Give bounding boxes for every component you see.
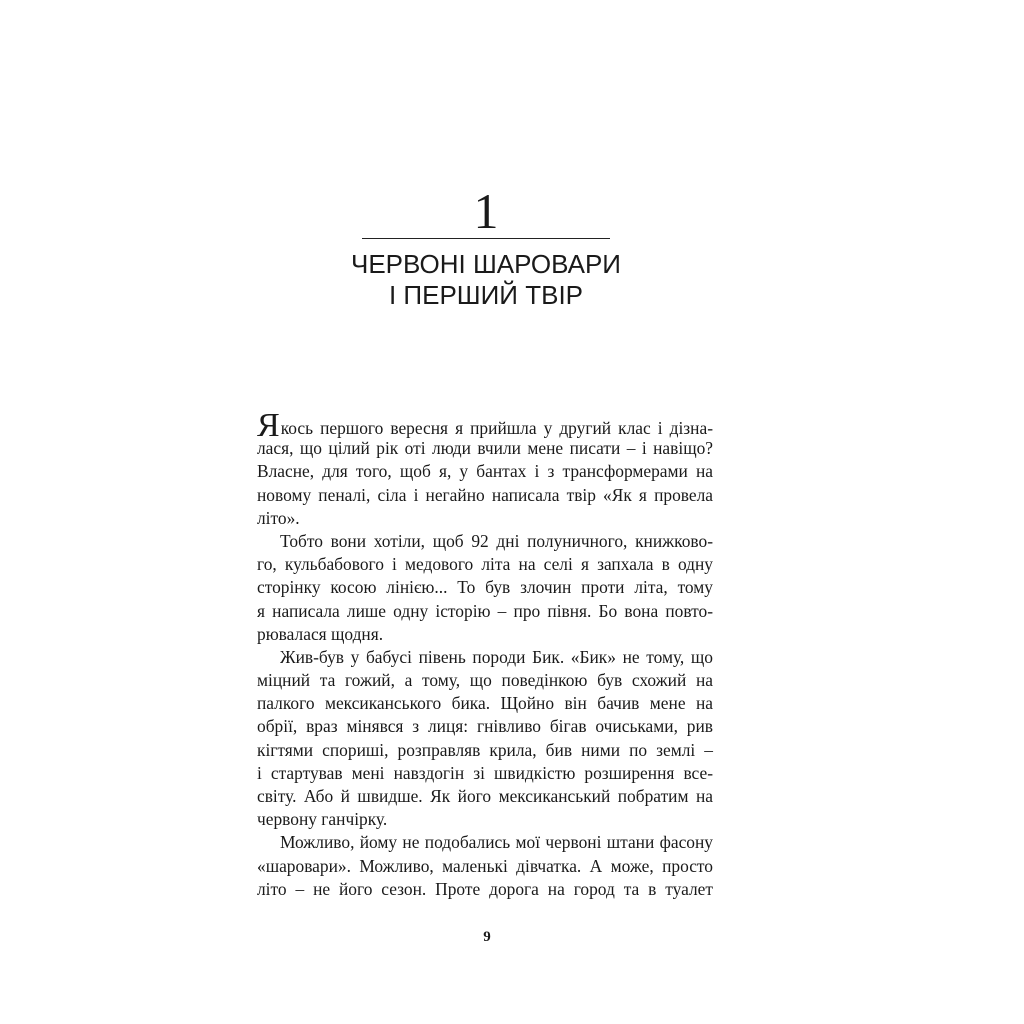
title-divider	[362, 238, 610, 239]
text-line: і стартував мені навздогін зі швидкістю розширення все-	[257, 762, 713, 783]
paragraph	[257, 407, 713, 530]
chapter-body	[257, 407, 713, 901]
text-line: лася, що цілий рік оті люди вчили мене писати – і навіщо?	[257, 438, 713, 459]
page-number: 9	[483, 929, 491, 945]
text-line: рювалася щодня.	[257, 623, 384, 644]
text-line: світу. Або й швидше. Як його мексиканський побратим на	[257, 786, 713, 806]
text-line: літо».	[257, 507, 300, 528]
chapter-title	[330, 249, 642, 311]
chapter-title-line-2: І ПЕРШИЙ ТВІР	[388, 280, 584, 310]
text-line: новому пеналі, сіла і негайно написала твір «Як я провела	[257, 484, 713, 505]
text-line	[257, 407, 713, 444]
chapter-title-line-1: ЧЕРВОНІ ШАРОВАРИ	[351, 249, 621, 279]
text-line: Тобто вони хотіли, щоб 92 дні полуничного, книжково-	[280, 530, 713, 551]
text-line: я написала лише одну історію – про півня. Бо вона повто-	[257, 600, 713, 621]
drop-cap: Я	[257, 407, 280, 444]
text-line: літо – не його сезон. Проте дорога на город та в туалет	[257, 878, 713, 899]
text-line: кігтями спориші, розправляв крила, бив ними по землі –	[257, 739, 713, 760]
paragraph	[257, 530, 713, 646]
paragraph	[257, 646, 713, 832]
paragraph	[257, 831, 713, 901]
text-line: сторінку косою лінією... То був злочин проти літа, тому	[257, 577, 713, 598]
text-line: го, кульбабового і медового літа на селі я запхала в одну	[257, 554, 713, 575]
text-line: червону ганчірку.	[257, 809, 388, 830]
text-line: Жив-був у бабусі півень породи Бик. «Бик» не тому, що	[280, 646, 713, 667]
text-line: Власне, для того, щоб я, у бантах і з трансформерами на	[257, 461, 713, 482]
text-line: «шаровари». Можливо, маленькі дівчатка. А може, просто	[257, 855, 713, 876]
text-line: міцний та гожий, а тому, що поведінкою був схожий на	[257, 670, 713, 691]
text-line: обрії, враз мінявся з лиця: гнівливо бігав очиськами, рив	[257, 716, 713, 737]
chapter-number: 1	[473, 183, 499, 239]
line-text: кось першого вересня я прийшла у другий клас і дізна-	[280, 418, 713, 438]
text-line: палкого мексиканського бика. Щойно він бачив мене на	[257, 693, 713, 714]
text-line: Можливо, йому не подобались мої червоні штани фасону	[280, 832, 713, 853]
